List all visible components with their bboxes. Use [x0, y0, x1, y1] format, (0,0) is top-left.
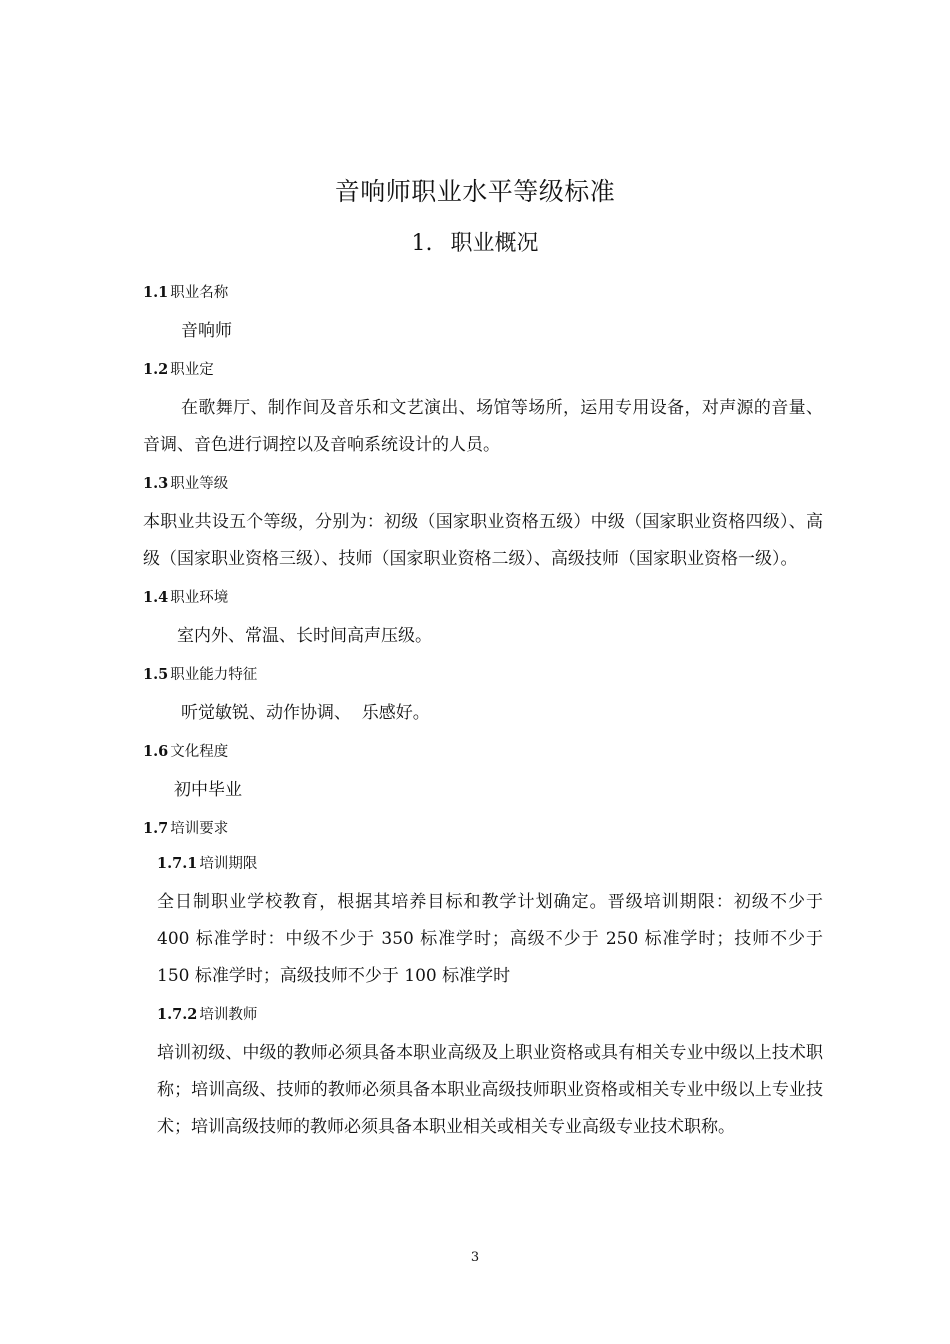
section-title: 职业能力特征: [170, 667, 258, 683]
chapter-heading: [0, 226, 950, 262]
document-title: 音响师职业水平等级标准: [334, 177, 616, 206]
section-number: 1.5: [143, 666, 169, 683]
section-title: 培训要求: [170, 821, 229, 837]
section-heading-1-7-1: [157, 849, 823, 879]
section-title: 培训教师: [199, 1007, 258, 1023]
section-title: 职业定: [170, 362, 214, 378]
section-heading-1-7-2: [157, 1000, 823, 1030]
section-text-1-2: 在歌舞厅、制作间及音乐和文艺演出、场馆等场所，运用专用设备，对声源的音量、音调、音色进行调控以及音响系统设计的人员。: [143, 398, 823, 455]
section-number: 1.7.2: [157, 1006, 198, 1023]
section-number: 1.7.1: [157, 855, 198, 872]
section-heading-1-6: [143, 737, 823, 767]
section-title: 职业环境: [170, 590, 229, 606]
section-heading-1-1: [143, 278, 823, 308]
section-text-1-4: 室内外、常温、长时间高声压级。: [177, 626, 432, 646]
section-text-1-7-2: 培训初级、中级的教师必须具备本职业高级及上职业资格或具有相关专业中级以上技术职称；培训高级、技师的教师必须具备本职业高级技师职业资格或相关专业中级以上专业技术；培训高级技师的教师必须具备本职业相关或相关专业高级专业技术职称。: [157, 1043, 823, 1137]
section-heading-1-2: [143, 355, 823, 385]
document-body: [143, 278, 823, 1151]
page-number: 3: [470, 1250, 480, 1265]
section-text-1-5: 听觉敏锐、动作协调、 乐感好。: [181, 703, 430, 723]
section-text-1-7-1: 全日制职业学校教育，根据其培养目标和教学计划确定。晋级培训期限：初级不少于 400 标准学时：中级不少于 350 标准学时；高级不少于 250 标准学时；技师不少于 150 标准学时；高级技师不少于 100 标准学时: [157, 892, 823, 986]
section-number: 1.4: [143, 589, 169, 606]
section-number: 1.3: [143, 475, 169, 492]
section-text-1-1: 音响师: [181, 321, 232, 341]
section-heading-1-3: [143, 469, 823, 499]
chapter-title: 职业概况: [450, 231, 539, 256]
section-title: 职业等级: [170, 476, 229, 492]
section-text-1-6: 初中毕业: [174, 780, 242, 800]
section-number: 1.2: [143, 361, 169, 378]
section-text-1-3: 本职业共设五个等级，分别为：初级（国家职业资格五级）中级（国家职业资格四级）、高级（国家职业资格三级）、技师（国家职业资格二级）、高级技师（国家职业资格一级）。: [143, 512, 823, 569]
chapter-number: 1.: [411, 231, 433, 256]
section-heading-1-5: [143, 660, 823, 690]
section-heading-1-7: [143, 814, 823, 844]
section-number: 1.7: [143, 820, 169, 837]
section-title: 职业名称: [170, 285, 229, 301]
section-number: 1.1: [143, 284, 169, 301]
section-heading-1-4: [143, 583, 823, 613]
section-title: 文化程度: [170, 744, 229, 760]
section-title: 培训期限: [199, 856, 258, 872]
section-number: 1.6: [143, 743, 169, 760]
